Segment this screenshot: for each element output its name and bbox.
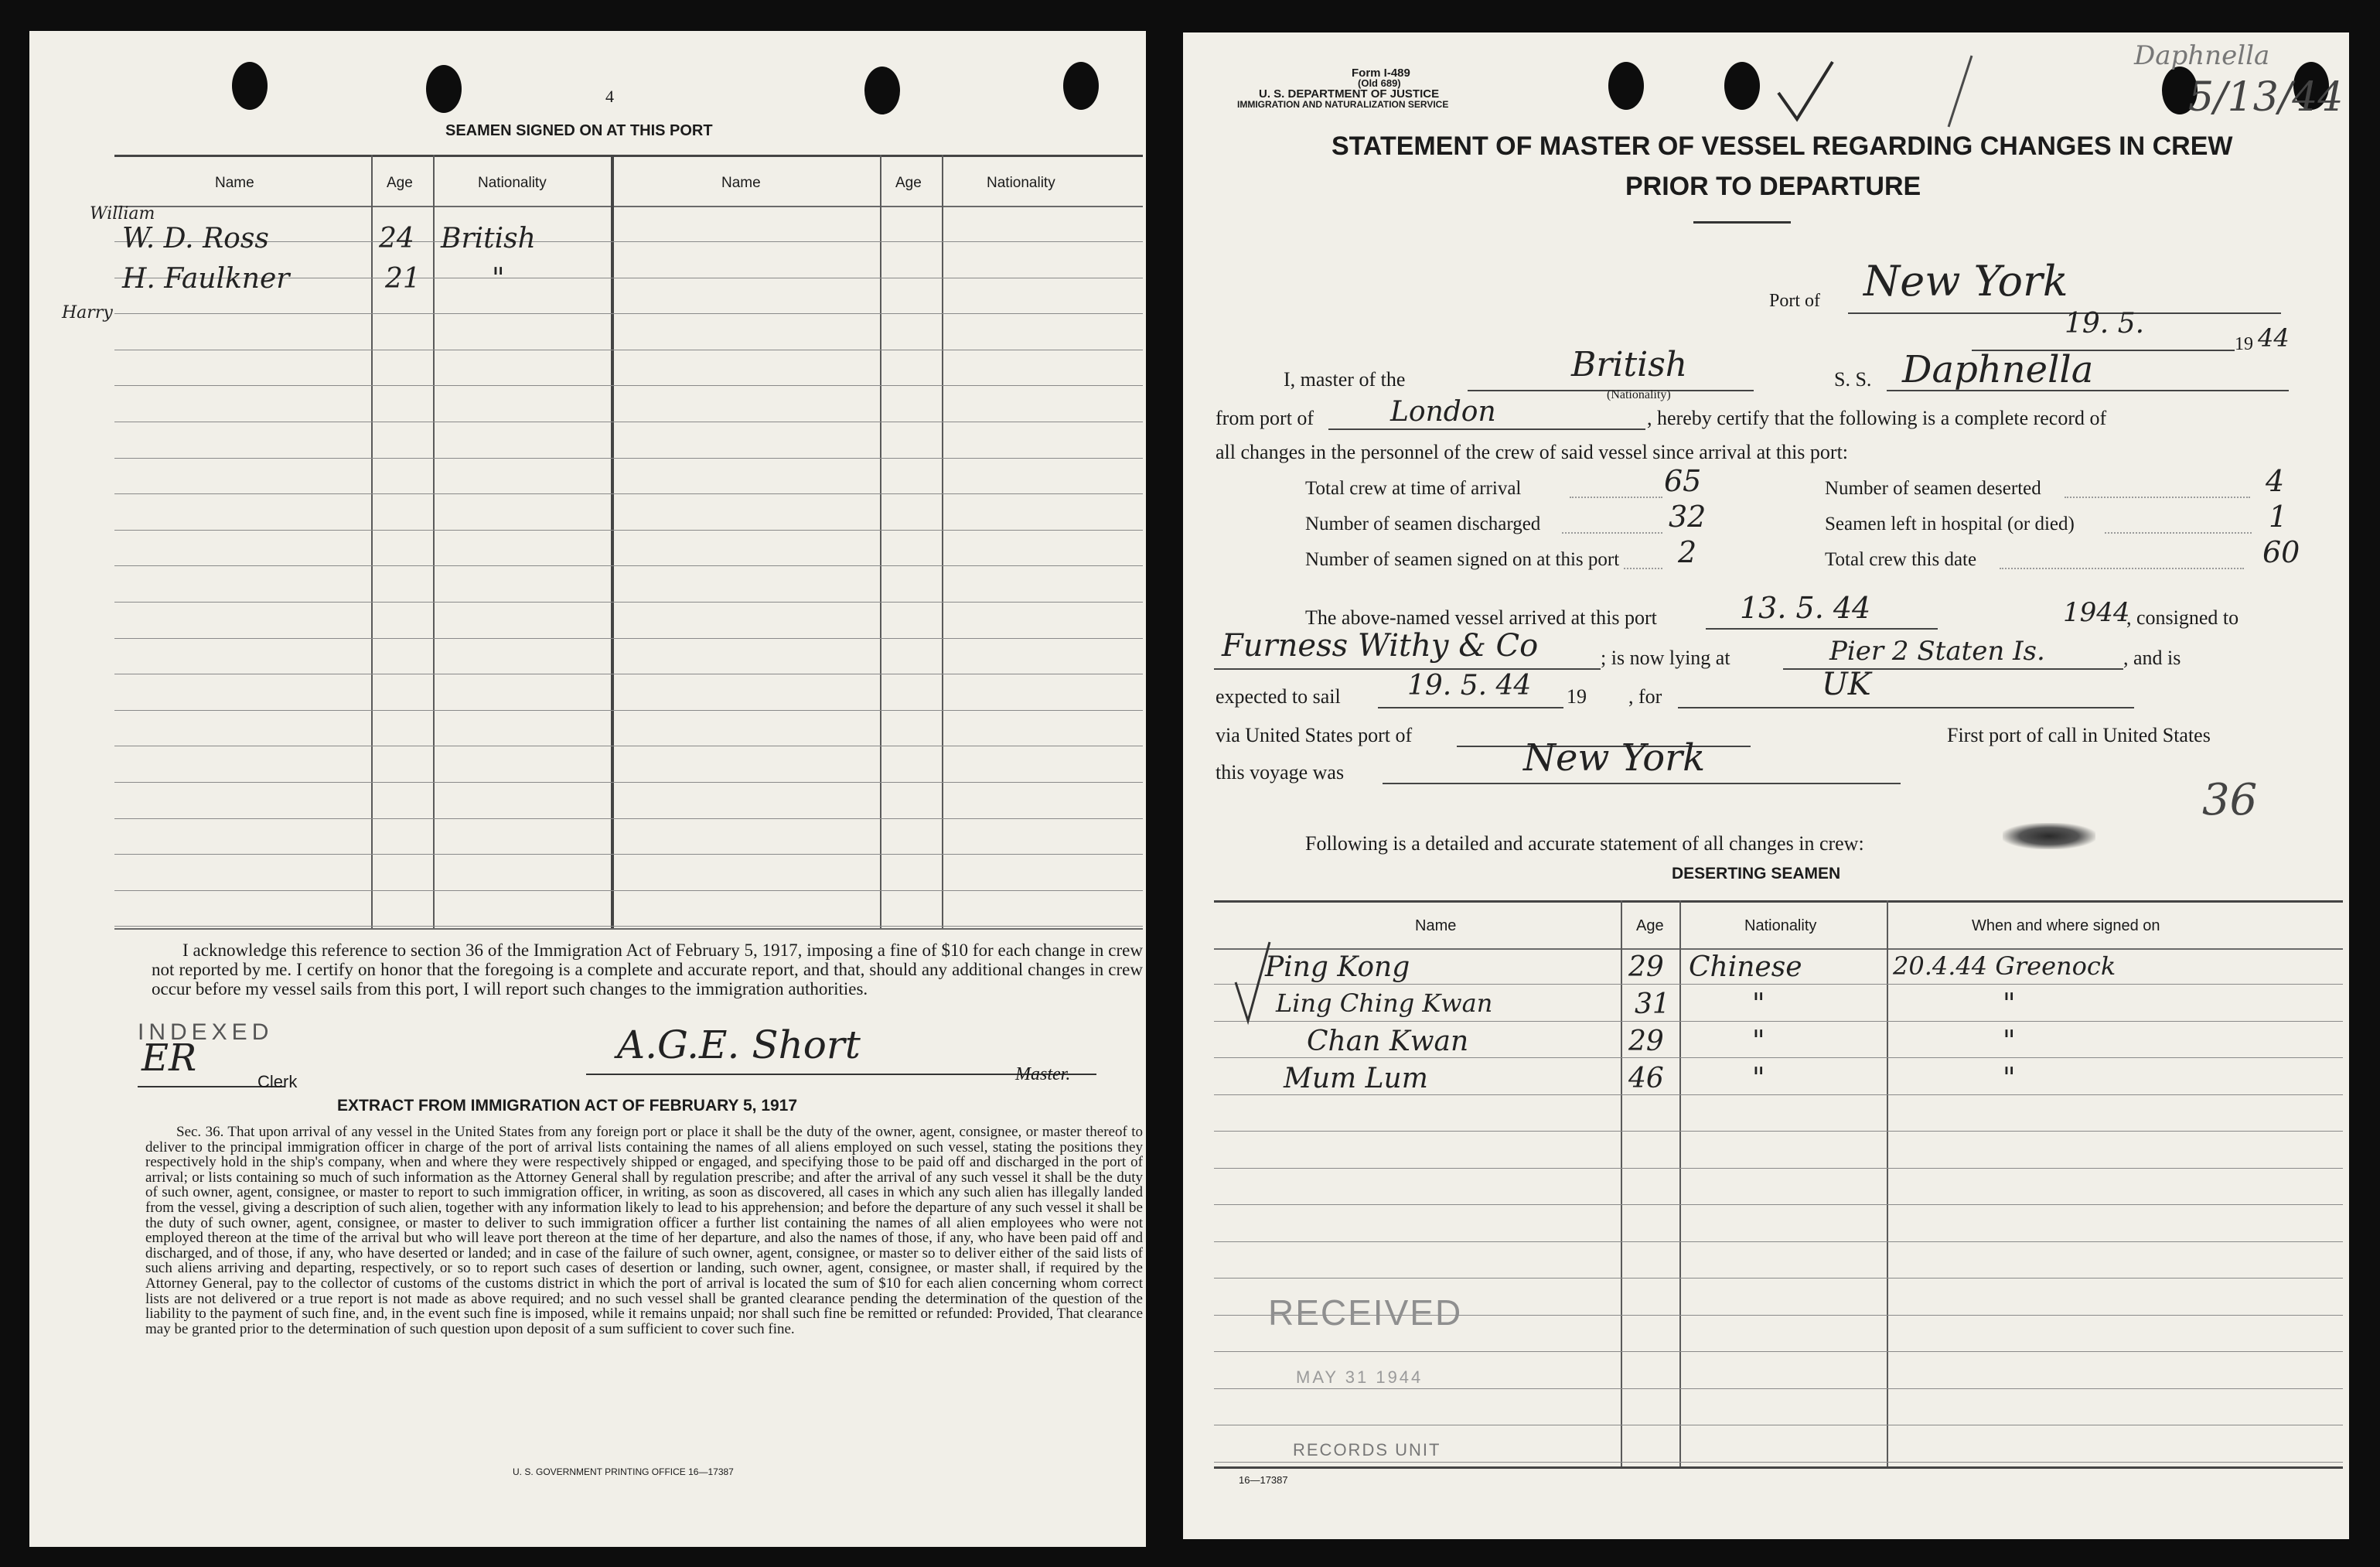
for-value: UK [1822, 667, 1871, 702]
footer-code: 16—17387 [1239, 1474, 1288, 1486]
form-title-line2: PRIOR TO DEPARTURE [1625, 172, 1921, 201]
row-nationality: British [441, 223, 536, 254]
form-number: Form I-489 [1352, 67, 1410, 80]
table-row-rule [1214, 1094, 2343, 1095]
master-label: Master. [1015, 1064, 1071, 1084]
lying-label: ; is now lying at [1601, 647, 1730, 669]
certify-text: , hereby certify that the following is a complete record of [1647, 407, 2107, 429]
table-row-rule [114, 530, 1143, 531]
punch-hole [1608, 62, 1644, 110]
deserter-age: 46 [1628, 1063, 1664, 1094]
table-row-rule [114, 385, 1143, 386]
table-row-rule [114, 602, 1143, 603]
indexed-stamp: INDEXED [138, 1019, 274, 1045]
from-port-value: London [1390, 396, 1496, 428]
stat-leader [1562, 532, 1662, 534]
row-name: W. D. Ross [122, 223, 269, 254]
printing-office-line: U. S. GOVERNMENT PRINTING OFFICE 16—17387 [513, 1466, 734, 1477]
stat-leader [1624, 568, 1662, 569]
col-header-name: Name [721, 175, 761, 191]
deserter-signed-on: " [2003, 1026, 2016, 1057]
stat-leader [1570, 497, 1662, 498]
form-title-line1: STATEMENT OF MASTER OF VESSEL REGARDING CHANGES IN CREW [1332, 131, 2233, 161]
deserter-nationality: Chinese [1689, 951, 1802, 983]
certify-text2: all changes in the personnel of the crew of said vessel since arrival at this port: [1216, 441, 1849, 463]
stat-label-hospital: Seamen left in hospital (or died) [1825, 514, 2075, 534]
punch-hole [1063, 62, 1099, 110]
via-label: via United States port of [1216, 724, 1413, 746]
row-annotation: William [90, 204, 155, 224]
expected-line [1378, 707, 1563, 708]
table-row-rule [114, 818, 1143, 819]
table-row-rule [1214, 1204, 2343, 1205]
voyage-label: this voyage was [1216, 761, 1345, 784]
table-row-rule [114, 458, 1143, 459]
arrived-year: 1944 [2063, 597, 2130, 628]
expected-year: 19 [1567, 685, 1587, 708]
table-header-rule [114, 206, 1143, 207]
for-line [1678, 707, 2134, 708]
row-nationality: " [492, 263, 505, 295]
consigned-label: , consigned to [2126, 606, 2239, 629]
col-divider [1887, 900, 1888, 1466]
table-row-rule [114, 638, 1143, 639]
nationality-caption: (Nationality) [1607, 388, 1671, 401]
date-value: 19. 5. [2065, 308, 2145, 340]
stat-label-signed-on: Number of seamen signed on at this port [1305, 549, 1620, 570]
vessel-line [1887, 390, 2289, 391]
table-top-rule [114, 155, 1143, 157]
margin-number: 36 [2202, 775, 2258, 825]
table-row-rule [1214, 984, 2343, 985]
check-mark-icon [1771, 56, 1925, 125]
stat-leader [2000, 568, 2244, 569]
col-header-nationality: Nationality [987, 175, 1055, 191]
deserter-age: 31 [1635, 988, 1670, 1020]
deserter-name: Mum Lum [1284, 1063, 1428, 1094]
table-row-rule [114, 890, 1143, 891]
arrived-value: 13. 5. 44 [1740, 591, 1871, 625]
col-header-age: Age [387, 175, 413, 191]
table-row-rule [1214, 1057, 2343, 1058]
row-name: H. Faulkner [122, 263, 290, 295]
deserting-top-rule [1214, 900, 2343, 903]
following-label: Following is a detailed and accurate statement of all changes in crew: [1305, 832, 1864, 855]
punch-hole [232, 62, 268, 110]
nationality-value: British [1571, 345, 1688, 384]
punch-hole [1724, 62, 1760, 110]
signed-on-heading: SEAMEN SIGNED ON AT THIS PORT [445, 122, 713, 139]
table-row-rule [114, 493, 1143, 494]
expected-label: expected to sail [1216, 685, 1341, 708]
right-page [1183, 32, 2349, 1539]
year-value: 44 [2258, 323, 2290, 353]
table-row-rule [114, 313, 1143, 314]
stat-leader [2105, 532, 2252, 534]
deserter-age: 29 [1628, 1026, 1664, 1057]
deserting-heading: DESERTING SEAMEN [1672, 865, 1841, 883]
from-port-line [1328, 428, 1645, 430]
table-row-rule [1214, 1241, 2343, 1242]
service: IMMIGRATION AND NATURALIZATION SERVICE [1237, 99, 1449, 110]
extract-title: EXTRACT FROM IMMIGRATION ACT OF FEBRUARY 5, 1917 [337, 1097, 798, 1115]
deserting-col-nationality: Nationality [1744, 917, 1817, 934]
deserter-nationality: " [1752, 1026, 1765, 1057]
deserter-signed-on: 20.4.44 Greenock [1893, 951, 2116, 981]
port-value: New York [1863, 257, 2068, 306]
voyage-value: New York [1523, 736, 1706, 780]
year-prefix: 19 [2235, 334, 2253, 354]
table-bottom-rule [114, 928, 1143, 930]
deserting-col-name: Name [1415, 917, 1457, 934]
deserting-header-rule [1214, 948, 2343, 950]
master-signature: A.G.E. Short [617, 1022, 861, 1067]
deserter-name: Ping Kong [1265, 951, 1410, 983]
received-stamp: RECEIVED [1268, 1292, 1463, 1333]
arrived-label: The above-named vessel arrived at this port [1305, 606, 1657, 629]
deserter-signed-on: " [2003, 988, 2016, 1020]
lying-value: Pier 2 Staten Is. [1829, 636, 2045, 667]
col-divider [942, 155, 943, 928]
col-divider [371, 155, 373, 928]
records-unit-stamp: RECORDS UNIT [1293, 1440, 1441, 1459]
title-rule [1693, 221, 1791, 224]
deserter-nationality: " [1752, 988, 1765, 1020]
row-annotation: Harry [62, 303, 113, 323]
stat-label-arrival: Total crew at time of arrival [1305, 478, 1522, 499]
table-row-rule [1214, 1131, 2343, 1132]
and-is-label: , and is [2123, 647, 2181, 669]
from-port-label: from port of [1216, 407, 1314, 429]
table-row-rule [114, 926, 1143, 927]
deserting-col-age: Age [1636, 917, 1664, 934]
stat-label-discharged: Number of seamen discharged [1305, 514, 1541, 534]
acknowledgment-text: I acknowledge this reference to section 36 of the Immigration Act of February 5, 1917, imposing a fine of $10 for each change in crew not reported by me. I certify on honor that the foregoing is a complete and accurate report, and that, should any additional changes in crew occur before my vessel sails from this port, I will report such changes to the immigration authorities. [152, 941, 1143, 999]
table-row-rule [114, 854, 1143, 855]
stat-label-deserted: Number of seamen deserted [1825, 478, 2041, 499]
expected-value: 19. 5. 44 [1407, 670, 1532, 702]
for-label: , for [1628, 685, 1662, 708]
first-port-label: First port of call in United States [1947, 724, 2211, 746]
table-row-rule [1214, 1388, 2343, 1389]
vessel-name: Daphnella [1902, 348, 2094, 391]
check-mark-icon [1229, 936, 1276, 1029]
punch-hole [426, 65, 462, 113]
deserting-col-signed-on: When and where signed on [1972, 917, 2160, 934]
page-number: 4 [605, 87, 614, 106]
left-page [29, 31, 1146, 1547]
scribble-mark [2003, 823, 2095, 849]
deserter-name: Chan Kwan [1307, 1026, 1469, 1057]
col-header-age: Age [895, 175, 922, 191]
stat-total-crew-date: 60 [2262, 535, 2300, 569]
row-age: 21 [385, 263, 421, 295]
col-header-nationality: Nationality [478, 175, 547, 191]
deserter-nationality: " [1752, 1063, 1765, 1094]
stat-hospital: 1 [2269, 500, 2288, 534]
arrived-line [1706, 628, 1938, 630]
table-row-rule [1214, 1021, 2343, 1022]
col-header-name: Name [215, 175, 254, 191]
table-row-rule [114, 565, 1143, 566]
deserting-bottom-rule [1214, 1466, 2343, 1469]
table-row-rule [1214, 1462, 2343, 1463]
punch-hole [864, 67, 900, 114]
received-date-stamp: MAY 31 1944 [1296, 1367, 1424, 1387]
table-row-rule [1214, 1168, 2343, 1169]
stat-signed-on: 2 [1678, 535, 1697, 569]
stat-total-crew-arrival: 65 [1664, 464, 1702, 498]
master-of-label: I, master of the [1284, 368, 1406, 391]
row-age: 24 [379, 223, 414, 254]
col-divider [433, 155, 435, 928]
clerk-initials: ER [142, 1036, 197, 1080]
deserter-signed-on: " [2003, 1063, 2016, 1094]
port-label: Port of [1769, 291, 1820, 311]
col-divider [1679, 900, 1681, 1466]
clerk-label: Clerk [257, 1072, 298, 1091]
col-divider [611, 155, 614, 928]
col-divider [880, 155, 881, 928]
stat-leader [2065, 497, 2250, 498]
table-row-rule [114, 782, 1143, 783]
corner-date: 5/13/44 [2188, 74, 2344, 121]
stat-deserted: 4 [2266, 464, 2285, 498]
deserter-age: 29 [1628, 951, 1664, 983]
consignee-value: Furness Withy & Co [1222, 628, 1539, 664]
voyage-line [1383, 783, 1901, 784]
table-row-rule [114, 710, 1143, 711]
form-old-number: (Old 689) [1358, 77, 1401, 89]
department: U. S. DEPARTMENT OF JUSTICE [1259, 87, 1440, 101]
corner-note: Daphnella [2134, 40, 2270, 71]
stat-discharged: 32 [1669, 500, 1707, 534]
ss-label: S. S. [1834, 368, 1872, 391]
extract-text: Sec. 36. That upon arrival of any vessel in the United States from any foreign port or place it shall be the duty of the owner, agent, consignee, or master thereof to deliver to the principal immigration officer in charge of the port of arrival lists containing the names of all aliens employed on such vessel, stating the positions they respectively hold in the ship's company, when and where they were respectively shipped or engaged, and specifying those to be paid off and discharged in the port of arrival; or lists containing so much of such information as the Attorney General shall by regulation prescribe; and after the arrival of any such vessel it shall be the duty of such owner, agent, consignee, or master to report to such immigration officer, in writing, as soon as discovered, all cases in which any such alien has illegally landed from the vessel, giving a description of such alien, together with any information likely to lead to his apprehension; and before the departure of any such vessel it shall be the duty of such owner, agent, consignee, or master to deliver to such immigration officer a further list containing the names of all alien employees who were not employed thereon at the time of the arrival but who will leave port thereon at the time of her departure, and also the names of those, if any, who have been paid off and discharged, and of those, if any, who have deserted or landed; and in case of the failure of such owner, agent, consignee, or master so to deliver either of the said lists of such aliens arriving and departing, respectively, or so to report such cases of desertion or landing, such owner, agent, consignee, or master shall, if required by the Attorney General, pay to the collector of customs of the customs district in which the port of arrival is located the sum of $10 for each alien concerning whom correct lists are not delivered or a true report is not made as above required; and no such vessel shall be granted clearance pending the determination of the question of the liability to the payment of such fine, and, in the event such fine is imposed, while it remains unpaid; nor shall such fine be remitted or refunded: Provided, That clearance may be granted prior to the determination of such question upon deposit of a sum sufficient to cover such fine. [145, 1124, 1143, 1337]
pencil-stroke-icon [1918, 50, 1987, 135]
table-row-rule [1214, 1278, 2343, 1279]
stat-label-total-date: Total crew this date [1825, 549, 1977, 570]
col-divider [1621, 900, 1622, 1466]
deserter-name: Ling Ching Kwan [1276, 988, 1493, 1018]
table-row-rule [1214, 1351, 2343, 1352]
